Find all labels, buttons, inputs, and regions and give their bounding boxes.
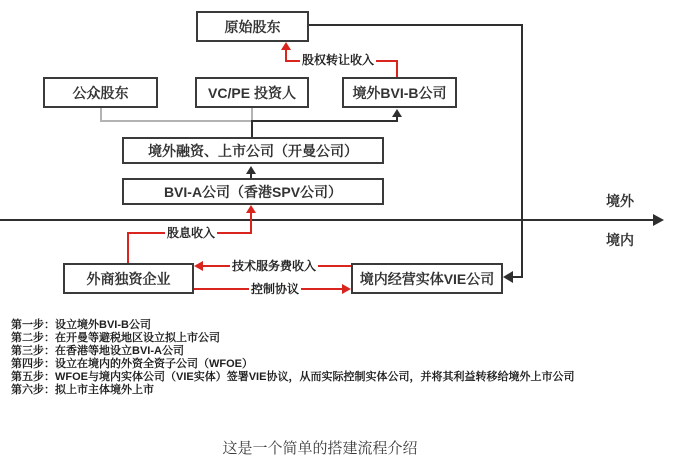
equity-transfer-line-down	[396, 60, 398, 78]
flow-label-control-agreement: 控制协议	[251, 282, 300, 296]
node-cayman-listco: 境外融资、上市公司（开曼公司）	[122, 137, 384, 164]
node-wfoe: 外商独资企业	[63, 263, 194, 294]
dividend-line-up-from-wfoe	[127, 232, 129, 263]
flow-label-tech-service-fee: 技术服务费收入	[232, 259, 317, 273]
connector-vcpe-to-cayman	[251, 120, 253, 137]
connector-original-to-vie-bottom	[512, 276, 523, 278]
flow-label-equity-transfer-income: 股权转让收入	[302, 53, 375, 67]
node-bvi-a-hk-spv: BVI-A公司（香港SPV公司）	[122, 178, 384, 205]
tech-fee-arrow-left-icon	[194, 261, 203, 271]
control-agreement-arrow-right-icon	[342, 284, 351, 294]
offshore-onshore-divider-line	[0, 219, 656, 221]
step-6: 第六步：拟上市主体境外上市	[11, 384, 154, 396]
connector-original-to-vie-vertical	[521, 24, 523, 278]
node-domestic-vie: 境内经营实体VIE公司	[351, 263, 503, 294]
diagram-caption: 这是一个简单的搭建流程介绍	[222, 440, 418, 457]
flow-label-dividend-income: 股息收入	[167, 226, 216, 240]
step-2: 第二步：在开曼等避税地区设立拟上市公司	[11, 332, 220, 344]
connector-bus-right	[251, 120, 398, 122]
equity-transfer-arrow-up-icon	[281, 42, 291, 50]
connector-bus-left	[100, 120, 253, 122]
cayman-arrow-up-icon	[246, 166, 256, 174]
vie-arrow-left-icon	[503, 271, 513, 283]
connector-original-to-vie-top	[308, 24, 523, 26]
node-public-shareholders: 公众股东	[43, 77, 158, 108]
node-offshore-bvi-b: 境外BVI-B公司	[342, 77, 457, 108]
dividend-line-up-to-bvia	[250, 212, 252, 234]
steps-list	[11, 319, 671, 397]
step-1: 第一步：设立境外BVI-B公司	[11, 319, 151, 331]
region-label-offshore: 境外	[606, 193, 634, 209]
step-3: 第三步：在香港等地设立BVI-A公司	[11, 345, 184, 357]
node-vcpe-investors: VC/PE 投资人	[195, 77, 309, 108]
dividend-arrow-up-icon	[246, 205, 256, 213]
region-label-onshore: 境内	[606, 232, 634, 248]
divider-arrow-right-icon	[653, 214, 664, 226]
bvib-arrow-up-icon	[392, 109, 402, 117]
node-original-shareholders: 原始股东	[196, 11, 309, 42]
step-4: 第四步：设立在境内的外资全资子公司（WFOE）	[11, 358, 253, 370]
step-5: 第五步：WFOE与境内实体公司（VIE实体）签署VIE协议，从而实际控制实体公司，并将其利益转移给境外上市公司	[11, 371, 575, 383]
